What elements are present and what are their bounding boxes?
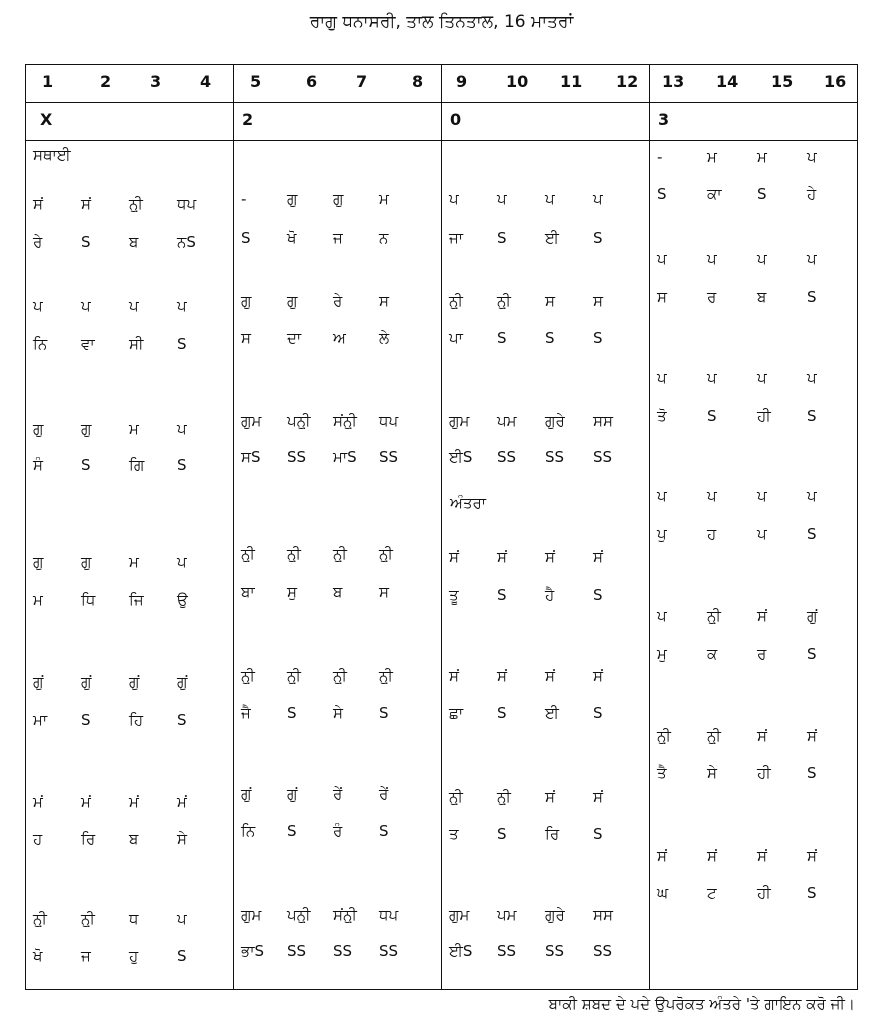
lyric-cell: S: [545, 329, 555, 347]
swara-cell: ਪਨੁ਼ੀ: [287, 412, 311, 430]
swara-cell: ਨੁ਼ੀ: [379, 545, 393, 563]
lyric-cell: ਭਾS: [241, 942, 265, 960]
lyric-cell: ਰੰ: [333, 822, 343, 840]
lyric-cell: ਪਾ: [449, 329, 463, 347]
swara-cell: ਮਂ: [81, 793, 91, 811]
lyric-cell: ਮ: [33, 591, 43, 609]
lyric-cell: ਰ: [707, 288, 717, 306]
swara-cell: ਸਂ: [807, 847, 817, 865]
lyric-cell: ਬ: [757, 288, 767, 306]
swara-cell: ਪ: [657, 250, 667, 268]
swara-cell: ਸਂ: [707, 847, 717, 865]
swara-cell: ਸਂ: [757, 847, 767, 865]
swara-cell: ਗੁਮ: [449, 906, 470, 924]
swara-cell: ਸਂ: [497, 667, 507, 685]
lyric-cell: ਰ: [757, 645, 767, 663]
lyric-cell: S: [497, 229, 507, 247]
lyric-cell: S: [177, 711, 187, 729]
lyric-cell: S: [81, 456, 91, 474]
lyric-cell: ਹੀ: [757, 407, 771, 425]
lyric-cell: ਪੁ: [657, 525, 667, 543]
swara-cell: ਪਮ: [497, 412, 517, 430]
swara-cell: ਨੁ਼ੀ: [497, 292, 511, 310]
lyric-cell: ਸੰ: [33, 456, 43, 474]
swara-cell: ਰੇਂ: [379, 785, 389, 803]
swara-cell: ਸਂ: [593, 548, 603, 566]
swara-cell: ਪ: [177, 910, 187, 928]
lyric-cell: ਤ: [449, 825, 459, 843]
swara-cell: ਨੁ਼ੀ: [333, 545, 347, 563]
lyric-cell: ਬਾ: [241, 583, 255, 601]
swara-cell: ਮਂ: [33, 793, 43, 811]
swara-cell: ਪ: [757, 369, 767, 387]
swara-cell: ਨੁ਼ੀ: [379, 667, 393, 685]
lyric-cell: ਜ: [81, 947, 91, 965]
swara-cell: ਪ: [33, 297, 43, 315]
lyric-cell: S: [287, 704, 297, 722]
swara-cell: ਧਪ: [379, 412, 399, 430]
beat-number: 15: [771, 72, 794, 91]
swara-cell: ਰੇਂ: [333, 785, 343, 803]
lyric-cell: S: [81, 711, 91, 729]
swara-cell: ਧ: [129, 910, 139, 928]
swara-cell: ਗੁਂ: [81, 673, 92, 691]
swara-cell: ਧਪ: [379, 906, 399, 924]
swara-cell: ਗੁ: [333, 190, 344, 208]
lyric-cell: S: [497, 704, 507, 722]
lyric-cell: ਘ: [657, 884, 669, 902]
lyric-cell: S: [81, 233, 91, 251]
swara-cell: ਪ: [707, 487, 717, 505]
lyric-cell: ਨS: [177, 233, 196, 251]
lyric-cell: ਈ: [545, 229, 559, 247]
swara-cell: ਨੁ਼ੀ: [241, 545, 255, 563]
row-divider: [25, 140, 858, 141]
lyric-cell: S: [379, 704, 389, 722]
swara-cell: ਮਂ: [129, 793, 139, 811]
swara-cell: ਪ: [807, 250, 817, 268]
lyric-cell: ਜਾ: [449, 229, 464, 247]
swara-cell: ਮ: [379, 190, 389, 208]
swara-cell: -: [657, 148, 663, 166]
lyric-cell: S: [807, 525, 817, 543]
column-divider: [233, 64, 234, 990]
swara-cell: ਸਂ: [657, 847, 667, 865]
swara-cell: ਸਂ: [807, 727, 817, 745]
lyric-cell: ਹੀ: [757, 764, 771, 782]
swara-cell: ਗੁਂ: [177, 673, 188, 691]
lyric-cell: ਜੈ: [241, 704, 251, 722]
lyric-cell: S: [177, 947, 187, 965]
lyric-cell: ਮਾS: [333, 448, 357, 466]
lyric-cell: S: [807, 407, 817, 425]
tala-mark: 2: [242, 110, 254, 129]
swara-cell: ਪ: [807, 487, 817, 505]
swara-cell: ਗੁਂ: [241, 785, 252, 803]
lyric-cell: SS: [333, 942, 353, 960]
beat-number: 7: [356, 72, 368, 91]
page-title: ਰਾਗੁ ਧਨਾਸਰੀ, ਤਾਲ ਤਿਨਤਾਲ, 16 ਮਾਤਰਾਂ: [309, 12, 574, 32]
lyric-cell: ਤੈ: [657, 764, 667, 782]
swara-cell: ਪ: [707, 369, 717, 387]
swara-cell: ਪ: [757, 487, 767, 505]
lyric-cell: ਹੈ: [545, 586, 555, 604]
swara-cell: ਗੁਰੇ: [545, 906, 565, 924]
lyric-cell: ਰਿ: [81, 830, 96, 848]
lyric-cell: ਟ: [707, 884, 717, 902]
lyric-cell: ਗਿ: [129, 456, 145, 474]
lyric-cell: ਖੋ: [33, 947, 43, 965]
swara-cell: ਨੁ਼ੀ: [497, 788, 511, 806]
lyric-cell: ਸੁ: [287, 583, 297, 601]
lyric-cell: S: [593, 825, 603, 843]
lyric-cell: ਤੂ: [449, 586, 459, 604]
beat-number: 4: [200, 72, 212, 91]
swara-cell: ਪ: [657, 487, 667, 505]
swara-cell: ਸਂ: [593, 788, 603, 806]
lyric-cell: SS: [593, 942, 613, 960]
lyric-cell: S: [497, 586, 507, 604]
lyric-cell: SS: [287, 448, 307, 466]
swara-cell: ਨੁ਼ੀ: [707, 727, 721, 745]
swara-cell: ਗੁ: [287, 292, 298, 310]
lyric-cell: ਕਾ: [707, 185, 722, 203]
lyric-cell: S: [241, 229, 251, 247]
beat-number: 11: [560, 72, 583, 91]
column-divider: [441, 64, 442, 990]
lyric-cell: ਨਿ: [241, 822, 256, 840]
beat-number: 2: [100, 72, 112, 91]
swara-cell: ਮ: [129, 420, 139, 438]
lyric-cell: S: [497, 825, 507, 843]
lyric-cell: ਮਾ: [33, 711, 48, 729]
tala-mark: 3: [658, 110, 670, 129]
lyric-cell: SS: [497, 448, 517, 466]
lyric-cell: SS: [593, 448, 613, 466]
lyric-cell: ਖੋ: [287, 229, 297, 247]
lyric-cell: S: [807, 884, 817, 902]
lyric-cell: ਲੇ: [379, 329, 390, 347]
beat-number: 1: [42, 72, 54, 91]
lyric-cell: ਬ: [129, 233, 139, 251]
swara-cell: ਨੁ਼ੀ: [449, 292, 463, 310]
swara-cell: ਸਂ: [545, 548, 555, 566]
swara-cell: ਸਂ: [545, 788, 555, 806]
lyric-cell: ਰੇ: [33, 233, 43, 251]
lyric-cell: SS: [497, 942, 517, 960]
lyric-cell: SS: [545, 942, 565, 960]
lyric-cell: ਰਿ: [545, 825, 560, 843]
swara-cell: ਪ: [593, 190, 603, 208]
lyric-cell: S: [657, 185, 667, 203]
swara-cell: ਸਂ: [449, 667, 459, 685]
swara-cell: ਪਨੁ਼ੀ: [287, 906, 311, 924]
lyric-cell: ਬ: [333, 583, 343, 601]
beat-number: 6: [306, 72, 318, 91]
swara-cell: ਗੁਂ: [287, 785, 298, 803]
swara-cell: ਪ: [807, 369, 817, 387]
swara-cell: ਗੁਮ: [449, 412, 470, 430]
row-divider: [25, 102, 858, 103]
swara-cell: ਪ: [129, 297, 139, 315]
lyric-cell: ਨ: [379, 229, 389, 247]
swara-cell: ਧਪ: [177, 195, 197, 213]
lyric-cell: ਬ: [129, 830, 139, 848]
lyric-cell: ਮੁ: [657, 645, 667, 663]
beat-number: 12: [616, 72, 639, 91]
tala-mark: X: [40, 110, 53, 129]
swara-cell: ਸਂ: [33, 195, 43, 213]
lyric-cell: SS: [545, 448, 565, 466]
lyric-cell: SS: [379, 448, 399, 466]
swara-cell: ਨੁ਼ੀ: [33, 910, 47, 928]
swara-cell: ਸਂ: [81, 195, 91, 213]
section-label-sthayi: ਸਥਾਈ: [33, 146, 71, 164]
lyric-cell: ਈS: [449, 448, 473, 466]
swara-cell: ਸ: [545, 292, 555, 310]
lyric-cell: S: [287, 822, 297, 840]
lyric-cell: ਸੀ: [129, 335, 144, 353]
lyric-cell: ਸ: [379, 583, 389, 601]
lyric-cell: S: [497, 329, 507, 347]
swara-cell: ਸਂਨੁ਼ੀ: [333, 412, 357, 430]
lyric-cell: ਛਾ: [449, 704, 464, 722]
swara-cell: ਨੁ਼ੀ: [287, 545, 301, 563]
lyric-cell: ਸ: [241, 329, 251, 347]
swara-cell: ਪ: [497, 190, 507, 208]
swara-cell: ਨੁ਼ੀ: [129, 195, 143, 213]
swara-cell: ਸਸ: [593, 412, 613, 430]
swara-cell: ਮ: [757, 148, 767, 166]
swara-cell: ਗੁਮ: [241, 906, 262, 924]
swara-cell: ਮ: [707, 148, 717, 166]
lyric-cell: ਹ: [33, 830, 43, 848]
swara-cell: ਸ: [379, 292, 389, 310]
beat-number: 10: [506, 72, 529, 91]
swara-cell: ਸਂ: [593, 667, 603, 685]
swara-cell: ਪ: [545, 190, 555, 208]
beat-number: 14: [716, 72, 739, 91]
lyric-cell: ਈS: [449, 942, 473, 960]
lyric-cell: S: [593, 329, 603, 347]
swara-cell: ਗੁ: [241, 292, 252, 310]
lyric-cell: ਉ: [177, 591, 188, 609]
lyric-cell: ਸ: [657, 288, 667, 306]
section-label-antra: ਅੰਤਰਾ: [450, 494, 487, 512]
lyric-cell: S: [379, 822, 389, 840]
swara-cell: ਸਂ: [449, 548, 459, 566]
lyric-cell: SS: [379, 942, 399, 960]
swara-cell: ਸਂ: [497, 548, 507, 566]
swara-cell: ਗੁਂ: [129, 673, 140, 691]
swara-cell: ਪ: [807, 148, 817, 166]
lyric-cell: ਧਿ: [81, 591, 96, 609]
lyric-cell: S: [177, 456, 187, 474]
lyric-cell: ਕ: [707, 645, 718, 663]
swara-cell: ਸਸ: [593, 906, 613, 924]
swara-cell: ਪ: [177, 420, 187, 438]
swara-cell: ਰੇ: [333, 292, 343, 310]
lyric-cell: ਦਾ: [287, 329, 302, 347]
swara-cell: ਪ: [177, 297, 187, 315]
lyric-cell: ਹੇ: [807, 185, 817, 203]
swara-cell: ਸਂ: [545, 667, 555, 685]
swara-cell: ਪ: [757, 250, 767, 268]
swara-cell: ਗੁਂ: [33, 673, 44, 691]
swara-cell: ਗੁਮ: [241, 412, 262, 430]
lyric-cell: ਅ: [333, 329, 346, 347]
lyric-cell: ਜਿ: [129, 591, 144, 609]
lyric-cell: S: [807, 645, 817, 663]
lyric-cell: ਹੀ: [757, 884, 771, 902]
lyric-cell: S: [593, 704, 603, 722]
swara-cell: ਮ: [129, 553, 139, 571]
lyric-cell: S: [757, 185, 767, 203]
lyric-cell: S: [593, 229, 603, 247]
lyric-cell: ਪ: [757, 525, 767, 543]
lyric-cell: ਸੇ: [707, 764, 717, 782]
lyric-cell: SS: [287, 942, 307, 960]
swara-cell: ਪ: [657, 607, 667, 625]
swara-cell: ਨੁ਼ੀ: [241, 667, 255, 685]
swara-cell: ਗੁ: [33, 420, 44, 438]
lyric-cell: ਹਿ: [129, 711, 144, 729]
beat-number: 5: [250, 72, 262, 91]
swara-cell: ਨੁ਼ੀ: [449, 788, 463, 806]
swara-cell: ਗੁਂ: [807, 607, 818, 625]
lyric-cell: ਨਿ: [33, 335, 48, 353]
swara-cell: ਨੁ਼ੀ: [707, 607, 721, 625]
swara-cell: -: [241, 190, 247, 208]
beat-number: 16: [824, 72, 847, 91]
swara-cell: ਨੁ਼ੀ: [287, 667, 301, 685]
swara-cell: ਪ: [707, 250, 717, 268]
beat-number: 13: [662, 72, 685, 91]
swara-cell: ਗੁ: [81, 420, 92, 438]
lyric-cell: S: [177, 335, 187, 353]
swara-cell: ਪ: [177, 553, 187, 571]
lyric-cell: ਈ: [545, 704, 559, 722]
lyric-cell: ਜ: [333, 229, 343, 247]
swara-cell: ਗੁਰੇ: [545, 412, 565, 430]
lyric-cell: S: [707, 407, 717, 425]
lyric-cell: S: [807, 764, 817, 782]
lyric-cell: ਤੋ: [657, 407, 667, 425]
lyric-cell: ਵਾ: [81, 335, 95, 353]
lyric-cell: S: [807, 288, 817, 306]
lyric-cell: ਹ: [707, 525, 717, 543]
lyric-cell: ਸੇ: [177, 830, 187, 848]
swara-cell: ਸਂਨੁ਼ੀ: [333, 906, 357, 924]
swara-cell: ਸਂ: [757, 607, 767, 625]
swara-cell: ਪ: [81, 297, 91, 315]
swara-cell: ਪ: [657, 369, 667, 387]
lyric-cell: ਹੁ: [129, 947, 139, 965]
column-divider: [649, 64, 650, 990]
swara-cell: ਸ: [593, 292, 603, 310]
beat-number: 8: [412, 72, 424, 91]
swara-cell: ਗੁ: [287, 190, 298, 208]
swara-cell: ਪ: [449, 190, 459, 208]
lyric-cell: ਸS: [241, 448, 261, 466]
swara-cell: ਮਂ: [177, 793, 187, 811]
tala-mark: 0: [450, 110, 462, 129]
swara-cell: ਗੁ: [33, 553, 44, 571]
footer-note: ਬਾਕੀ ਸ਼ਬਦ ਦੇ ਪਦੇ ਉਪਰੋਕਤ ਅੰਤਰੇ 'ਤੇ ਗਾਇਨ ਕਰੋ ਜੀ।: [548, 995, 855, 1013]
swara-cell: ਗੁ: [81, 553, 92, 571]
swara-cell: ਨੁ਼ੀ: [333, 667, 347, 685]
swara-cell: ਨੁ਼ੀ: [81, 910, 95, 928]
swara-cell: ਪਮ: [497, 906, 517, 924]
swara-cell: ਸਂ: [757, 727, 767, 745]
beat-number: 3: [150, 72, 162, 91]
lyric-cell: S: [593, 586, 603, 604]
swara-cell: ਨੁ਼ੀ: [657, 727, 671, 745]
beat-number: 9: [456, 72, 468, 91]
lyric-cell: ਸੇ: [333, 704, 343, 722]
